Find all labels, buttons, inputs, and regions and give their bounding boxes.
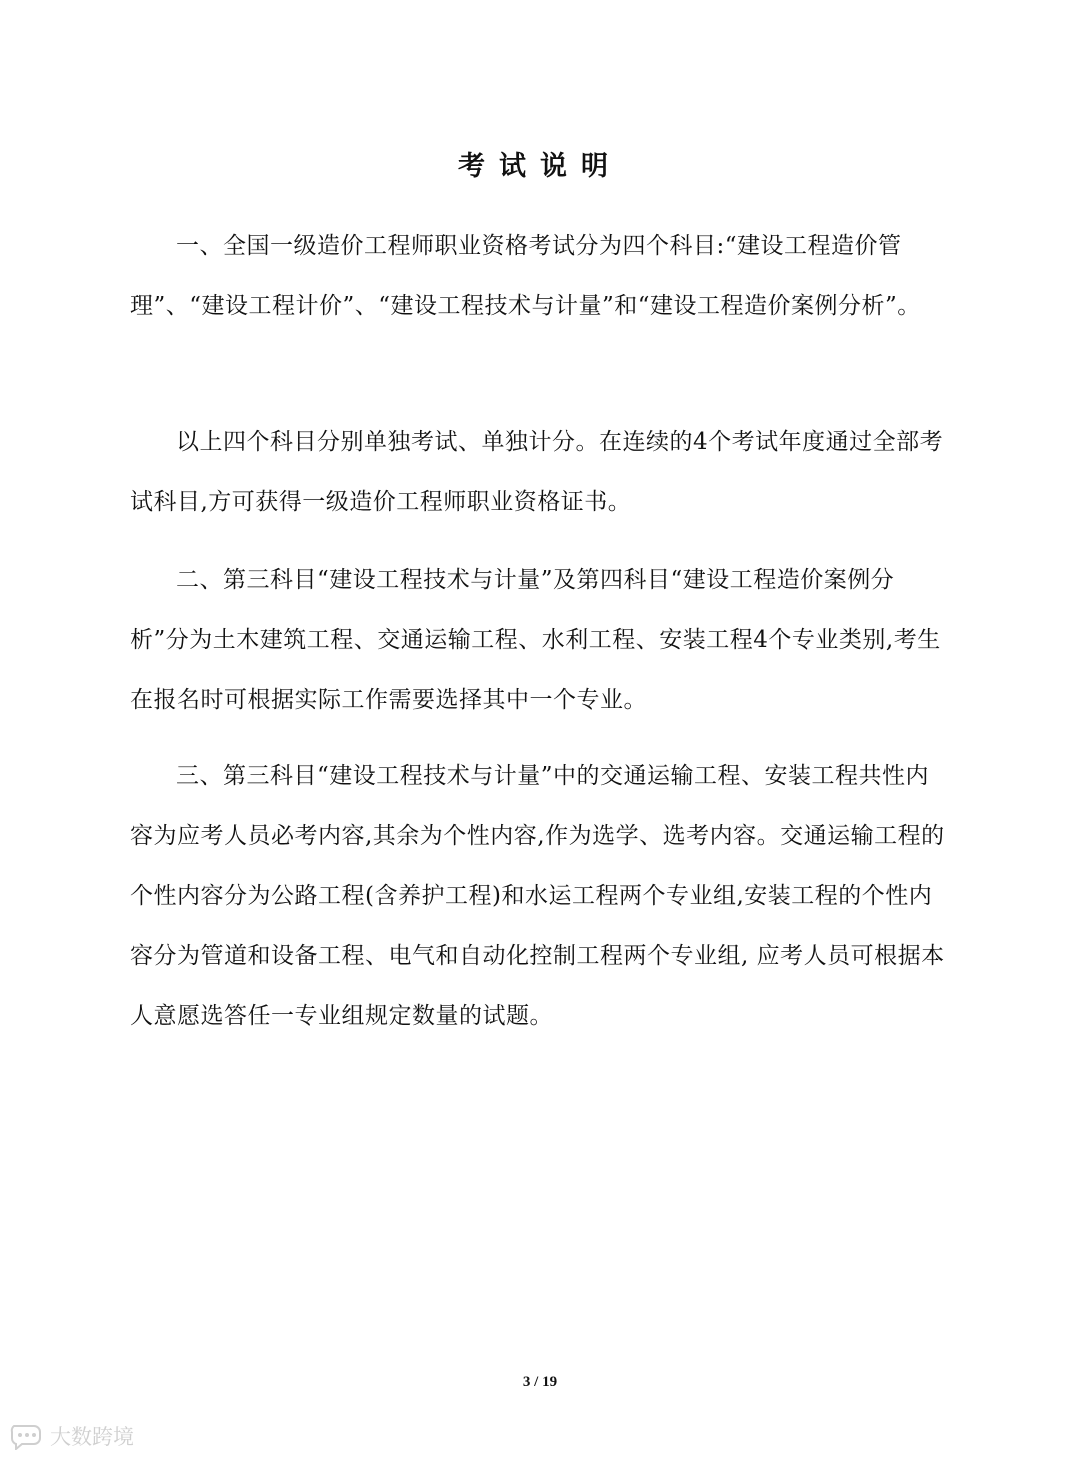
document-title: 考试说明 bbox=[458, 151, 622, 182]
watermark bbox=[8, 1421, 134, 1451]
paragraph-subjects: 一、全国一级造价工程师职业资格考试分为四个科目:“建设工程造价管理”、“建设工程计价”、“建设工程技术与计量”和“建设工程造价案例分析”。 bbox=[130, 233, 921, 319]
paragraph-passing-rule: 以上四个科目分别单独考试、单独计分。在连续的4个考试年度通过全部考试科目,方可获得一级造价工程师职业资格证书。 bbox=[130, 429, 944, 515]
watermark-text: 大数跨境 bbox=[50, 1425, 134, 1449]
paragraph-specialties: 二、第三科目“建设工程技术与计量”及第四科目“建设工程造价案例分析”分为土木建筑工程、交通运输工程、水利工程、安装工程4个专业类别,考生在报名时可根据实际工作需要选择其中一个专业。 bbox=[130, 567, 941, 713]
speech-bubble-logo-icon bbox=[8, 1422, 44, 1450]
paragraph-content-groups: 三、第三科目“建设工程技术与计量”中的交通运输工程、安装工程共性内容为应考人员必考内容,其余为个性内容,作为选学、选考内容。交通运输工程的个性内容分为公路工程(含养护工程)和水运工程两个专业组,安装工程的个性内容分为管道和设备工程、电气和自动化控制工程两个专业组, 应考人员可根据本人意愿选答任一专业组规定数量的试题。 bbox=[130, 763, 945, 1029]
page-number: 3 / 19 bbox=[522, 1374, 558, 1390]
